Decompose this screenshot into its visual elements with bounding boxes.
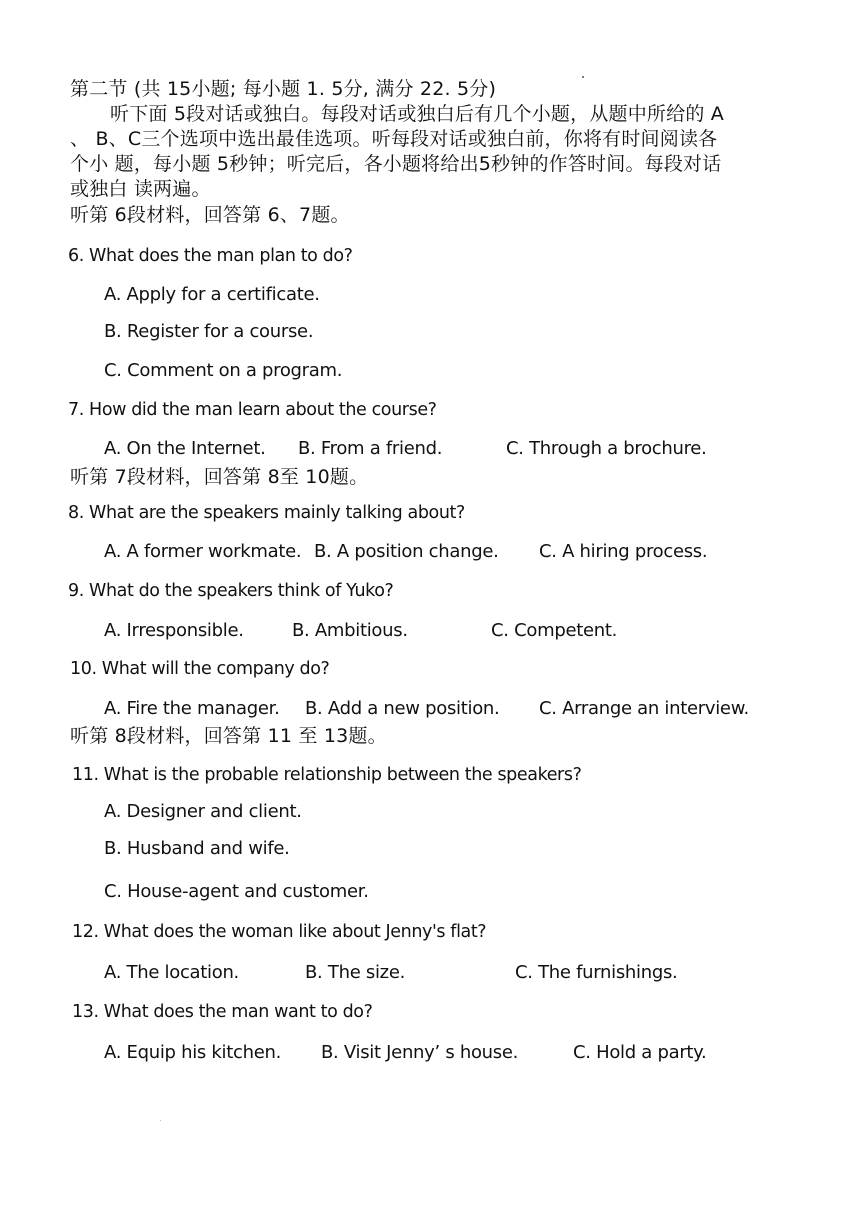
option-c: C. House-agent and customer. — [104, 881, 369, 902]
option-c: C. A hiring process. — [539, 541, 708, 562]
option-c: C. Competent. — [491, 620, 618, 641]
option-a: A. Fire the manager. — [104, 698, 280, 719]
question-stem: 9. What do the speakers think of Yuko? — [68, 581, 394, 601]
option-b: B. A position change. — [314, 541, 499, 562]
instruction-line-1: 听下面 5段对话或独白。每段对话或独白后有几个小题，从题中所给的 A — [110, 103, 724, 125]
question-stem: 7. How did the man learn about the course? — [68, 400, 437, 420]
option-b: B. From a friend. — [298, 438, 443, 459]
option-c: C. Through a brochure. — [506, 438, 707, 459]
option-a: A. On the Internet. — [104, 438, 266, 459]
option-a: A. Irresponsible. — [104, 620, 244, 641]
option-a: A. The location. — [104, 962, 239, 983]
question-stem: 12. What does the woman like about Jenny's flat? — [72, 922, 487, 942]
passage-intro: 听第 6段材料，回答第 6、7题。 — [70, 204, 350, 226]
option-c: C. Comment on a program. — [104, 360, 343, 381]
option-c: C. Arrange an interview. — [539, 698, 749, 719]
instruction-line-4: 或独白 读两遍。 — [70, 178, 211, 200]
scan-speck — [582, 76, 584, 78]
option-a: A. A former workmate. — [104, 541, 302, 562]
instruction-line-3: 个小 题，每小题 5秒钟；听完后，各小题将给出5秒钟的作答时间。每段对话 — [70, 153, 722, 175]
question-stem: 6. What does the man plan to do? — [68, 246, 353, 266]
option-b: B. Husband and wife. — [104, 838, 290, 859]
question-stem: 10. What will the company do? — [70, 659, 330, 679]
option-c: C. The furnishings. — [515, 962, 678, 983]
option-c: C. Hold a party. — [573, 1042, 707, 1063]
option-b: B. The size. — [305, 962, 406, 983]
question-stem: 13. What does the man want to do? — [72, 1002, 373, 1022]
section-title: 第二节 (共 15小题; 每小题 1. 5分, 满分 22. 5分) — [70, 78, 497, 100]
option-b: B. Ambitious. — [292, 620, 408, 641]
question-stem: 11. What is the probable relationship between the speakers? — [72, 765, 582, 785]
option-a: A. Designer and client. — [104, 801, 302, 822]
option-b: B. Visit Jenny’ s house. — [321, 1042, 519, 1063]
passage-intro: 听第 8段材料，回答第 11 至 13题。 — [70, 725, 387, 747]
option-a: A. Equip his kitchen. — [104, 1042, 281, 1063]
passage-intro: 听第 7段材料，回答第 8至 10题。 — [70, 466, 369, 488]
instruction-line-2: 、 B、C三个选项中选出最佳选项。听每段对话或独白前，你将有时间阅读各 — [70, 128, 718, 150]
option-b: B. Add a new position. — [305, 698, 500, 719]
question-stem: 8. What are the speakers mainly talking about? — [68, 503, 465, 523]
option-a: A. Apply for a certificate. — [104, 284, 320, 305]
option-b: B. Register for a course. — [104, 321, 314, 342]
scan-speck — [160, 1120, 161, 1121]
